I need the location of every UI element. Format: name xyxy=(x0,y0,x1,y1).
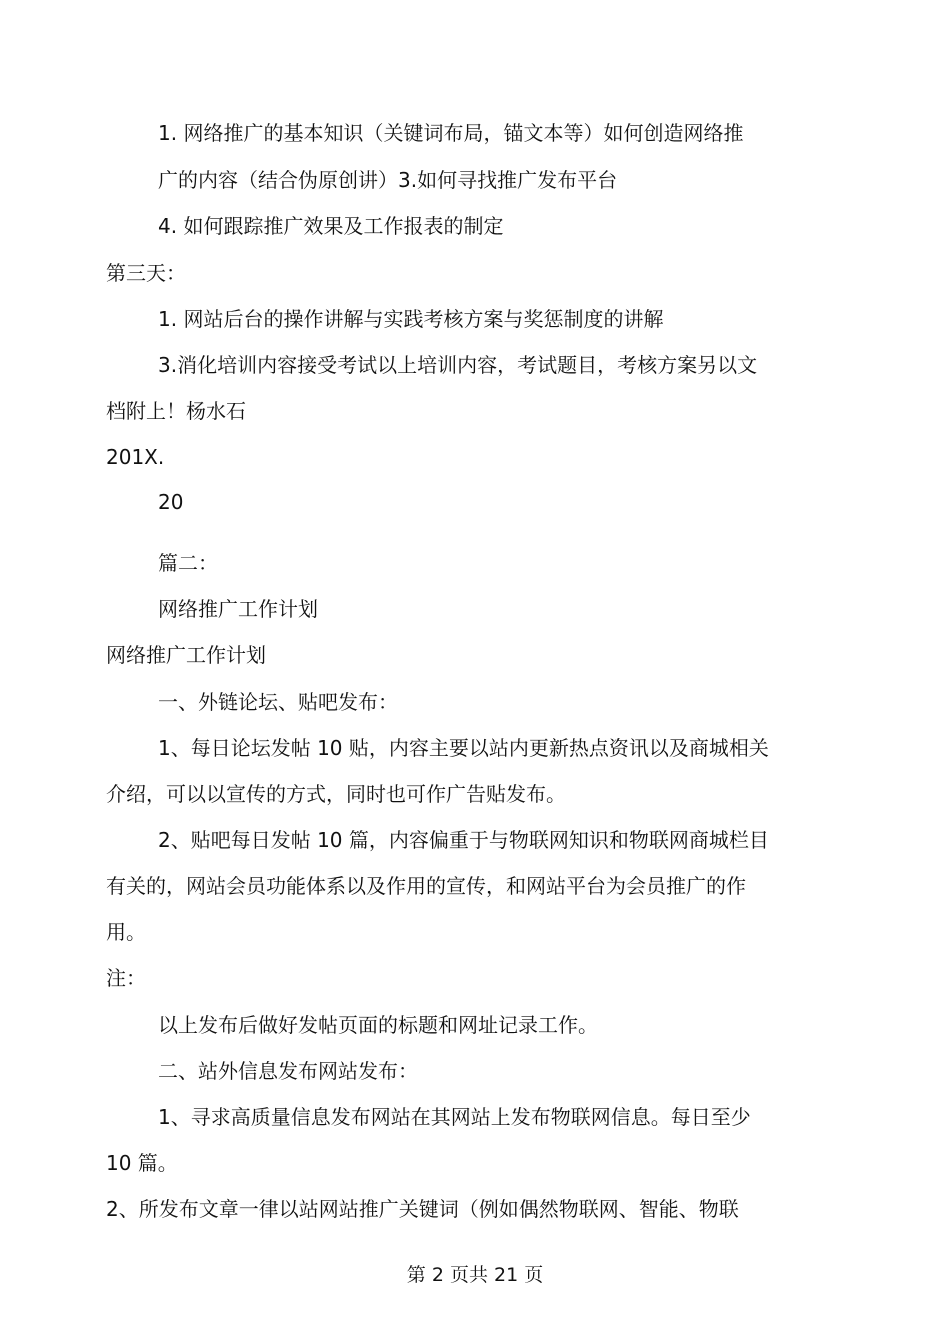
text-line-18: 用。 xyxy=(106,920,146,944)
text-line-2: 广的内容（结合伪原创讲）3.如何寻找推广发布平台 xyxy=(158,168,618,192)
page-footer: 第 2 页共 21 页 xyxy=(406,1264,544,1286)
text-line-20: 以上发布后做好发帖页面的标题和网址记录工作。 xyxy=(158,1013,598,1037)
text-line-11: 网络推广工作计划 xyxy=(158,597,318,621)
text-line-1: 1. 网络推广的基本知识（关键词布局，锚文本等）如何创造网络推 xyxy=(158,121,744,145)
text-line-13: 一、外链论坛、贴吧发布： xyxy=(158,690,398,714)
text-line-17: 有关的，网站会员功能体系以及作用的宣传，和网站平台为会员推广的作 xyxy=(106,874,746,898)
text-line-3: 4. 如何跟踪推广效果及工作报表的制定 xyxy=(158,214,504,238)
text-line-4: 第三天： xyxy=(106,261,186,285)
text-line-23: 10 篇。 xyxy=(106,1151,178,1175)
text-line-16: 2、贴吧每日发帖 10 篇，内容偏重于与物联网知识和物联网商城栏目 xyxy=(158,828,769,852)
text-line-10: 篇二： xyxy=(158,551,218,575)
text-line-21: 二、站外信息发布网站发布： xyxy=(158,1059,418,1083)
text-line-6: 3.消化培训内容接受考试以上培训内容，考试题目，考核方案另以文 xyxy=(158,353,758,377)
text-line-24: 2、所发布文章一律以站网站推广关键词（例如偶然物联网、智能、物联 xyxy=(106,1197,739,1221)
text-line-19: 注： xyxy=(106,966,146,990)
text-line-9: 20 xyxy=(158,490,184,514)
text-line-8: 201X. xyxy=(106,445,165,469)
text-line-12: 网络推广工作计划 xyxy=(106,643,266,667)
text-line-14: 1、每日论坛发帖 10 贴，内容主要以站内更新热点资讯以及商城相关 xyxy=(158,736,769,760)
text-line-7: 档附上！杨水石 xyxy=(106,399,246,423)
text-line-5: 1. 网站后台的操作讲解与实践考核方案与奖惩制度的讲解 xyxy=(158,307,664,331)
text-line-22: 1、寻求高质量信息发布网站在其网站上发布物联网信息。每日至少 xyxy=(158,1105,751,1129)
text-line-15: 介绍，可以以宣传的方式，同时也可作广告贴发布。 xyxy=(106,782,566,806)
